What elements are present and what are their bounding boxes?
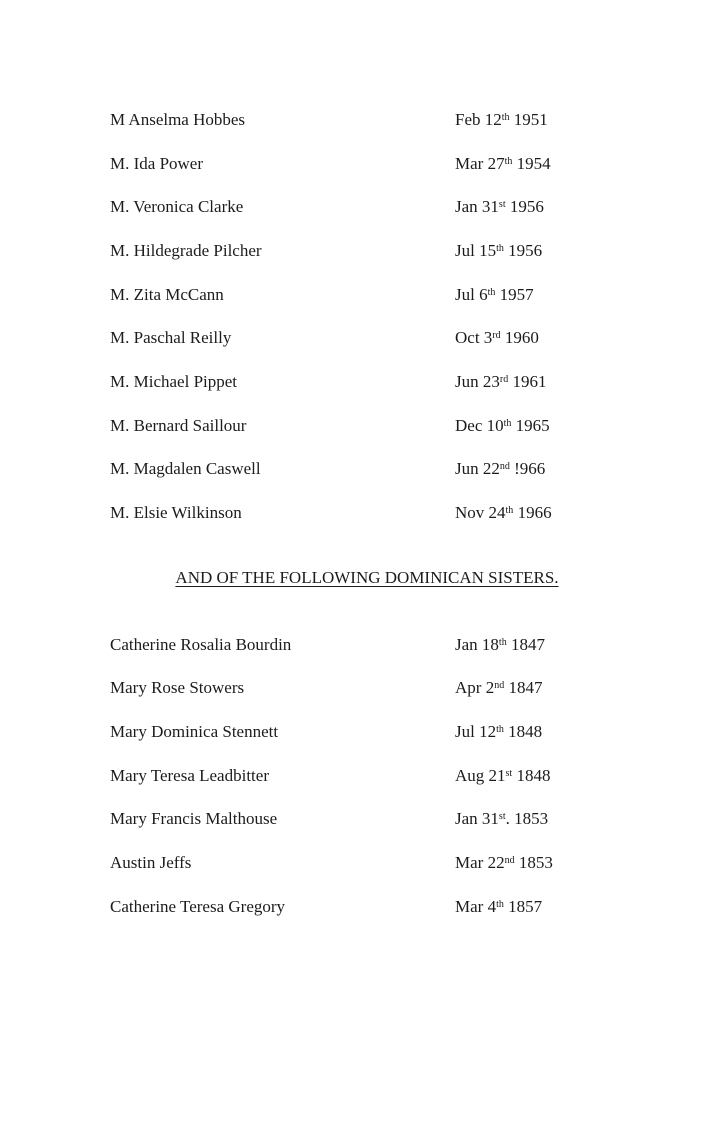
date-text: Jun 23 xyxy=(455,371,500,391)
date-text: Mar 4 xyxy=(455,896,497,916)
death-date xyxy=(455,241,542,261)
date-ordinal: rd xyxy=(492,330,501,342)
list-item xyxy=(110,667,624,711)
date-text: Dec 10 xyxy=(455,415,504,435)
person-name: M. Magdalen Caswell xyxy=(110,459,261,479)
date-ordinal: rd xyxy=(499,373,509,385)
list-item xyxy=(110,360,624,404)
date-year: . 1853 xyxy=(505,809,549,829)
list-item xyxy=(110,491,624,535)
death-date xyxy=(455,372,546,392)
section-heading: AND OF THE FOLLOWING DOMINICAN SISTERS. xyxy=(175,567,559,587)
date-ordinal: st xyxy=(498,199,506,211)
death-date xyxy=(455,154,551,174)
person-name: Mary Rose Stowers xyxy=(110,678,245,698)
person-name: Mary Francis Malthouse xyxy=(110,809,278,829)
person-name: M. Paschal Reilly xyxy=(110,328,232,348)
person-name: M. Hildegrade Pilcher xyxy=(110,240,262,260)
list-item xyxy=(110,98,624,142)
date-text: Jun 22 xyxy=(455,459,500,479)
person-name: M. Michael Pippet xyxy=(110,371,238,391)
person-name: Catherine Teresa Gregory xyxy=(110,896,286,916)
date-year: 1954 xyxy=(512,153,551,173)
date-ordinal: th xyxy=(501,111,510,123)
date-text: Jul 6 xyxy=(455,284,488,304)
date-year: 1847 xyxy=(504,678,543,698)
list-item xyxy=(110,798,624,842)
date-text: Jan 31 xyxy=(455,197,499,217)
date-text: Mar 27 xyxy=(455,153,505,173)
date-year: 1965 xyxy=(511,415,550,435)
date-ordinal: nd xyxy=(504,855,515,867)
list-item xyxy=(110,841,624,885)
person-name: M. Bernard Saillour xyxy=(110,415,247,435)
death-date xyxy=(455,678,542,698)
death-date xyxy=(455,285,534,305)
date-text: Jul 12 xyxy=(455,722,497,742)
date-year: 1951 xyxy=(509,109,548,129)
death-date xyxy=(455,459,545,479)
date-year: 1956 xyxy=(505,197,544,217)
date-year: 1960 xyxy=(500,328,539,348)
date-ordinal: nd xyxy=(494,680,505,692)
list-item xyxy=(110,710,624,754)
death-date xyxy=(455,897,542,917)
death-date xyxy=(455,809,548,829)
date-year: 1848 xyxy=(512,765,551,785)
date-text: Feb 12 xyxy=(455,109,502,129)
death-date xyxy=(455,853,553,873)
list-item xyxy=(110,404,624,448)
list-item xyxy=(110,754,624,798)
person-name: M Anselma Hobbes xyxy=(110,109,246,129)
person-name: M. Elsie Wilkinson xyxy=(110,503,242,523)
date-text: Aug 21 xyxy=(455,765,506,785)
death-date xyxy=(455,766,550,786)
death-date xyxy=(455,197,544,217)
date-year: 1966 xyxy=(513,503,552,523)
date-year: 1848 xyxy=(503,722,543,742)
death-date xyxy=(455,722,542,742)
person-name: Catherine Rosalia Bourdin xyxy=(110,634,292,654)
person-name: M. Ida Power xyxy=(110,153,204,173)
date-year: 1857 xyxy=(503,896,543,916)
document-page xyxy=(110,98,624,929)
date-text: Mar 22 xyxy=(455,853,505,873)
date-ordinal: th xyxy=(496,242,504,254)
date-ordinal: th xyxy=(505,505,514,517)
death-date xyxy=(455,503,552,523)
person-name: Austin Jeffs xyxy=(110,853,192,873)
list-item xyxy=(110,885,624,929)
date-year: 1847 xyxy=(506,634,545,654)
death-date xyxy=(455,416,550,436)
date-ordinal: th xyxy=(503,417,512,429)
death-date xyxy=(455,328,539,348)
date-year: 1957 xyxy=(495,284,534,304)
date-text: Jul 15 xyxy=(455,240,497,260)
date-text: Jan 18 xyxy=(455,634,499,654)
list-item xyxy=(110,448,624,492)
death-date xyxy=(455,110,548,130)
list-item xyxy=(110,273,624,317)
date-ordinal: th xyxy=(504,155,513,167)
person-name: M. Zita McCann xyxy=(110,284,224,304)
date-year: !966 xyxy=(509,459,546,479)
date-ordinal: st xyxy=(505,767,513,779)
date-ordinal: th xyxy=(487,286,496,298)
date-ordinal: st xyxy=(498,811,506,823)
date-year: 1961 xyxy=(508,371,547,391)
date-text: Jan 31 xyxy=(455,809,499,829)
person-name: M. Veronica Clarke xyxy=(110,197,244,217)
date-ordinal: th xyxy=(498,636,507,648)
list-item xyxy=(110,185,624,229)
date-text: Nov 24 xyxy=(455,503,506,523)
death-date xyxy=(455,635,545,655)
date-ordinal: th xyxy=(496,898,504,910)
date-year: 1956 xyxy=(503,240,543,260)
list-item xyxy=(110,316,624,360)
list-item xyxy=(110,142,624,186)
list-item xyxy=(110,623,624,667)
date-ordinal: nd xyxy=(499,461,510,473)
date-text: Oct 3 xyxy=(455,328,493,348)
date-text: Apr 2 xyxy=(455,678,495,698)
date-year: 1853 xyxy=(514,853,553,873)
date-ordinal: th xyxy=(496,724,504,736)
list-item xyxy=(110,229,624,273)
person-name: Mary Dominica Stennett xyxy=(110,722,279,742)
person-name: Mary Teresa Leadbitter xyxy=(110,765,269,785)
